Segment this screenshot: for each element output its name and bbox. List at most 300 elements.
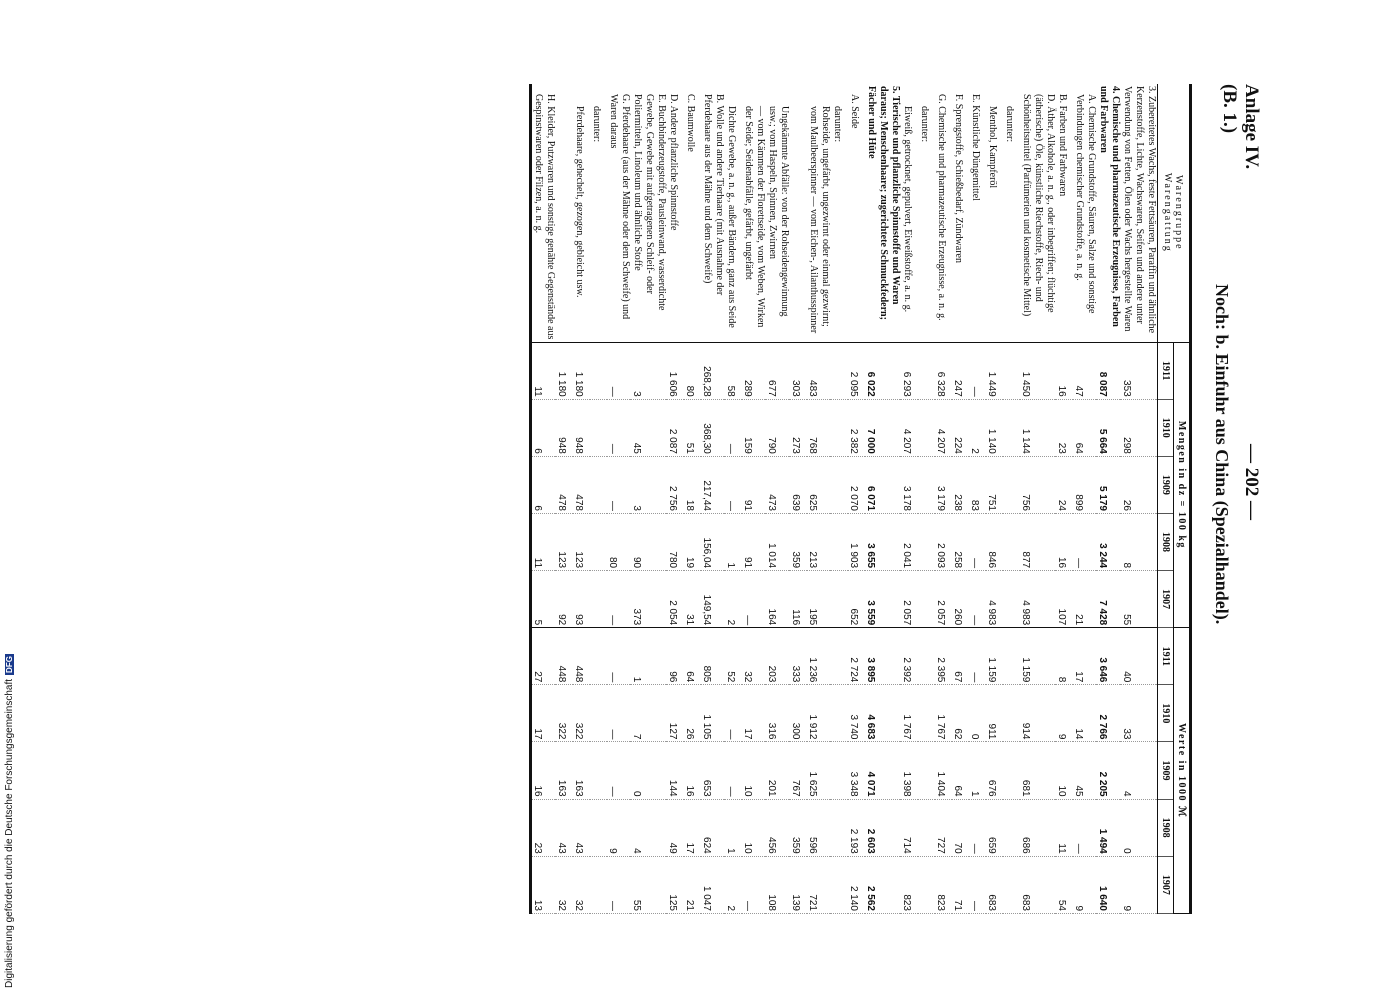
- page-title: Noch: b. Einfuhr aus China (Spezialhandel).: [1212, 284, 1232, 625]
- mengen-cell: [590, 399, 607, 456]
- anlage-title: Anlage IV.: [1241, 84, 1262, 170]
- werte-cell: 43: [556, 799, 573, 856]
- werte-cell: 9: [607, 799, 631, 856]
- mengen-cell: 1 014: [766, 513, 790, 570]
- werte-cell: 3 740: [848, 685, 865, 742]
- table-row: [848, 84, 865, 914]
- mengen-cell: [831, 456, 848, 513]
- werte-cell: 70: [952, 799, 969, 856]
- werte-cell: 676: [986, 742, 1003, 799]
- werte-cell: 4 683: [865, 685, 901, 742]
- werte-cell: [590, 685, 607, 742]
- werte-cell: 203: [766, 628, 790, 685]
- werte-cell: 683: [986, 856, 1003, 913]
- werte-cell: 163: [573, 742, 590, 799]
- mengen-cell: —: [607, 399, 631, 456]
- werte-cell: 1 640: [1097, 856, 1121, 913]
- mengen-cell: 6 328: [935, 342, 952, 399]
- mengen-cell: 1 140: [986, 399, 1003, 456]
- werte-cell: 911: [986, 685, 1003, 742]
- digitization-text: Digitalisierung gefördert durch die Deutsche Forschungsgemeinschaft: [4, 678, 15, 988]
- mengen-cell: 4 983: [1020, 571, 1056, 628]
- row-label: Ungekämmte Abfälle: von der Rohseidengewinnung usw.; vom Haspeln, Spinnen, Zwirnen: [766, 84, 790, 342]
- table-row: [531, 84, 557, 914]
- mengen-cell: —: [607, 342, 631, 399]
- mengen-cell: 123: [573, 513, 590, 570]
- digitization-note: [4, 608, 15, 988]
- mengen-cell: 80: [607, 513, 631, 570]
- mengen-cell: 1 180: [573, 342, 590, 399]
- werte-cell: 823: [935, 856, 952, 913]
- werte-cell: 1 105: [701, 685, 725, 742]
- table-row: [1121, 84, 1158, 914]
- werte-cell: 448: [573, 628, 590, 685]
- mengen-cell: 83: [969, 456, 986, 513]
- row-label: E. Künstliche Düngemittel: [969, 84, 986, 342]
- werte-cell: 4: [1121, 742, 1158, 799]
- werte-cell: 333: [790, 628, 807, 685]
- werte-cell: 1 494: [1097, 799, 1121, 856]
- werte-cell: 596: [807, 799, 831, 856]
- werte-year-1911: 1911: [1158, 628, 1174, 685]
- row-label: 4. Chemische und pharmazeutische Erzeugnisse, Farben und Farbwaren: [1097, 84, 1121, 342]
- werte-cell: 17: [1073, 628, 1097, 685]
- digitization-sidebar: [4, 608, 20, 988]
- werte-cell: 681: [1020, 742, 1056, 799]
- werte-cell: 40: [1121, 628, 1158, 685]
- mengen-cell: 90: [631, 513, 667, 570]
- werte-cell: 0: [631, 742, 667, 799]
- row-label: — vom Kämmen der Florettseide, vom Weben, Wirken der Seide; Seidenabfälle, gefärbt, ungefärbt: [742, 84, 766, 342]
- werte-cell: [590, 856, 607, 913]
- mengen-cell: 948: [556, 399, 573, 456]
- werte-cell: 71: [952, 856, 969, 913]
- mengen-cell: 1 449: [986, 342, 1003, 399]
- mengen-cell: 16: [1056, 342, 1073, 399]
- mengen-cell: 5 664: [1097, 399, 1121, 456]
- werte-cell: [918, 799, 935, 856]
- mengen-cell: 45: [631, 399, 667, 456]
- mengen-cell: [590, 456, 607, 513]
- mengen-cell: 2 087: [667, 399, 684, 456]
- mengen-cell: 948: [573, 399, 590, 456]
- werte-cell: [831, 685, 848, 742]
- werte-year-1910: 1910: [1158, 685, 1174, 742]
- werte-cell: —: [607, 685, 631, 742]
- mengen-cell: 91: [742, 513, 766, 570]
- werte-cell: 45: [1073, 742, 1097, 799]
- mengen-cell: 2 057: [901, 571, 918, 628]
- mengen-cell: 2 070: [848, 456, 865, 513]
- mengen-cell: [831, 513, 848, 570]
- mengen-cell: [831, 342, 848, 399]
- mengen-cell: 23: [1056, 399, 1073, 456]
- table-body: [531, 84, 1158, 914]
- mengen-cell: 260: [952, 571, 969, 628]
- mengen-cell: 751: [986, 456, 1003, 513]
- werte-cell: 2: [725, 856, 742, 913]
- werte-cell: 727: [935, 799, 952, 856]
- warengruppe-label: Warengruppe: [1173, 174, 1185, 251]
- row-label: B. Farben und Farbwaren: [1056, 84, 1073, 342]
- mengen-cell: 677: [766, 342, 790, 399]
- mengen-cell: 639: [790, 456, 807, 513]
- anlage-label: [1218, 84, 1262, 169]
- werte-cell: 767: [790, 742, 807, 799]
- werte-cell: [590, 799, 607, 856]
- mengen-cell: 4 983: [986, 571, 1003, 628]
- werte-cell: 2 395: [935, 628, 952, 685]
- werte-cell: 686: [1020, 799, 1056, 856]
- mengen-cell: 7 428: [1097, 571, 1121, 628]
- mengen-cell: 26: [1121, 456, 1158, 513]
- mengen-cell: 224: [952, 399, 969, 456]
- werte-cell: 300: [790, 685, 807, 742]
- mengen-cell: 790: [766, 399, 790, 456]
- mengen-cell: 473: [766, 456, 790, 513]
- werte-cell: 67: [952, 628, 969, 685]
- mengen-cell: [918, 456, 935, 513]
- mengen-cell: 3 559: [865, 571, 901, 628]
- mengen-cell: 625: [807, 456, 831, 513]
- mengen-cell: 258: [952, 513, 969, 570]
- werte-cell: —: [1073, 799, 1097, 856]
- row-label: C. Baumwolle: [684, 84, 701, 342]
- mengen-year-1908: 1908: [1158, 513, 1174, 570]
- table-row: [742, 84, 766, 914]
- werte-cell: 108: [766, 856, 790, 913]
- mengen-year-1911: 1911: [1158, 342, 1174, 399]
- mengen-cell: 6 022: [865, 342, 901, 399]
- mengen-cell: 3 178: [901, 456, 918, 513]
- werte-cell: 9: [1073, 856, 1097, 913]
- mengen-cell: 2 756: [667, 456, 684, 513]
- table-row: [1020, 84, 1056, 914]
- werte-cell: 23: [531, 799, 557, 856]
- mengen-cell: 4 207: [901, 399, 918, 456]
- mengen-cell: 80: [684, 342, 701, 399]
- werte-cell: 16: [684, 742, 701, 799]
- mengen-cell: [1003, 571, 1020, 628]
- werte-cell: 659: [986, 799, 1003, 856]
- mengen-cell: 2 054: [667, 571, 684, 628]
- werte-cell: 1 625: [807, 742, 831, 799]
- table-row: [901, 84, 918, 914]
- mengen-cell: 2: [969, 399, 986, 456]
- werte-cell: 64: [684, 628, 701, 685]
- werte-cell: 32: [742, 628, 766, 685]
- row-label: darunter:: [918, 84, 935, 342]
- werte-cell: 127: [667, 685, 684, 742]
- mengen-cell: —: [742, 571, 766, 628]
- werte-cell: 914: [1020, 685, 1056, 742]
- werte-cell: 683: [1020, 856, 1056, 913]
- werte-cell: 1: [969, 742, 986, 799]
- mengen-cell: [918, 571, 935, 628]
- row-label: darunter:: [590, 84, 607, 342]
- anlage-subtitle: (B. 1.): [1219, 84, 1240, 134]
- mengen-cell: 268,28: [701, 342, 725, 399]
- werte-cell: 10: [742, 799, 766, 856]
- table-row: [969, 84, 986, 914]
- row-label: Pferdehaare, gehechelt, gezogen, gebleicht usw.: [573, 84, 590, 342]
- werte-cell: [1003, 628, 1020, 685]
- row-label: G. Chemische und pharmazeutische Erzeugnisse, a. n. g.: [935, 84, 952, 342]
- mengen-cell: —: [969, 342, 986, 399]
- werte-cell: 17: [531, 685, 557, 742]
- row-label: Menthol, Kampferöl: [986, 84, 1003, 342]
- werte-cell: 52: [725, 628, 742, 685]
- werte-cell: 16: [531, 742, 557, 799]
- werte-cell: 2 766: [1097, 685, 1121, 742]
- werte-cell: 2 140: [848, 856, 865, 913]
- row-label: D. Äther, Alkohole, a. n. g., oder inbegriffen; flüchtige (ätherische) Öle, künstliche Riechstoffe, Riech- und Schönheitsmittel (Parfümerien und kosmetische Mittel): [1020, 84, 1056, 342]
- werte-cell: 96: [667, 628, 684, 685]
- werte-cell: 21: [684, 856, 701, 913]
- mengen-cell: 899: [1073, 456, 1097, 513]
- row-label: D. Andere pflanzliche Spinnstoffe: [667, 84, 684, 342]
- row-label: Dichte Gewebe, a. n. g., außer Bändern, ganz aus Seide: [725, 84, 742, 342]
- werte-cell: 49: [667, 799, 684, 856]
- mengen-cell: 5 179: [1097, 456, 1121, 513]
- mengen-cell: 92: [556, 571, 573, 628]
- mengen-cell: 149,54: [701, 571, 725, 628]
- werte-cell: 9: [1121, 856, 1158, 913]
- row-label: H. Kleider, Putzwaren und sonstige genähte Gegenstände aus Gespinstwaren oder Filzen, a. n. g.: [531, 84, 557, 342]
- mengen-cell: 478: [573, 456, 590, 513]
- mengen-year-1907: 1907: [1158, 571, 1174, 628]
- werte-cell: 2 205: [1097, 742, 1121, 799]
- row-label: A. Seide: [848, 84, 865, 342]
- werte-cell: 456: [766, 799, 790, 856]
- mengen-cell: 21: [1073, 571, 1097, 628]
- table-row: [667, 84, 684, 914]
- werte-cell: 4: [631, 799, 667, 856]
- mengen-cell: [1003, 342, 1020, 399]
- mengen-cell: 2 041: [901, 513, 918, 570]
- mengen-cell: 116: [790, 571, 807, 628]
- mengen-cell: 483: [807, 342, 831, 399]
- werte-cell: 8: [1056, 628, 1073, 685]
- werte-cell: [590, 742, 607, 799]
- table-row: [573, 84, 590, 914]
- row-label: darunter:: [1003, 84, 1020, 342]
- werte-cell: 32: [573, 856, 590, 913]
- mengen-cell: 18: [684, 456, 701, 513]
- mengen-cell: 11: [531, 342, 557, 399]
- werte-cell: 10: [742, 742, 766, 799]
- mengen-cell: [590, 342, 607, 399]
- werte-year-1908: 1908: [1158, 799, 1174, 856]
- werte-cell: 1 912: [807, 685, 831, 742]
- row-label: F. Sprengstoffe, Schießbedarf, Zündwaren: [952, 84, 969, 342]
- werte-cell: 3 646: [1097, 628, 1121, 685]
- werte-cell: 144: [667, 742, 684, 799]
- mengen-cell: 2 382: [848, 399, 865, 456]
- table-row: [1097, 84, 1121, 914]
- mengen-cell: 24: [1056, 456, 1073, 513]
- mengen-cell: —: [969, 513, 986, 570]
- werte-cell: [918, 742, 935, 799]
- werte-cell: 139: [790, 856, 807, 913]
- mengen-cell: 3: [631, 342, 667, 399]
- table-header-row: [1174, 84, 1191, 914]
- werte-cell: 55: [631, 856, 667, 913]
- table-row: [831, 84, 848, 914]
- werte-cell: 1 236: [807, 628, 831, 685]
- mengen-cell: 123: [556, 513, 573, 570]
- werte-cell: [831, 742, 848, 799]
- table-row: [1073, 84, 1097, 914]
- werte-cell: 2 193: [848, 799, 865, 856]
- trade-table: [529, 84, 1192, 914]
- mengen-cell: —: [1073, 513, 1097, 570]
- mengen-cell: 478: [556, 456, 573, 513]
- row-label: G. Pferdehaare (aus der Mähne oder dem Schweife) und Waren daraus: [607, 84, 631, 342]
- mengen-cell: 16: [1056, 513, 1073, 570]
- table-row: [807, 84, 831, 914]
- werte-year-1907: 1907: [1158, 856, 1174, 913]
- mengen-cell: 156,04: [701, 513, 725, 570]
- mengen-cell: [918, 342, 935, 399]
- row-label: [556, 84, 573, 342]
- mengen-cell: [831, 571, 848, 628]
- werte-cell: —: [607, 742, 631, 799]
- table-row: [1003, 84, 1020, 914]
- werte-cell: [918, 856, 935, 913]
- mengen-cell: [831, 399, 848, 456]
- mengen-cell: 47: [1073, 342, 1097, 399]
- mengen-cell: 3 244: [1097, 513, 1121, 570]
- row-label: E. Buchbinderzeugstoffe, Pausleinwand, wasserdichte Gewebe, Gewebe mit aufgetragenen Schleif- oder Poliermitteln, Linoleum und ähnliche Stoffe: [631, 84, 667, 342]
- mengen-cell: 2: [725, 571, 742, 628]
- werte-cell: 1: [725, 799, 742, 856]
- werte-cell: 17: [742, 685, 766, 742]
- werte-cell: 805: [701, 628, 725, 685]
- mengen-cell: 1 903: [848, 513, 865, 570]
- mengen-cell: 11: [531, 513, 557, 570]
- mengen-cell: 2 095: [848, 342, 865, 399]
- werte-cell: 653: [701, 742, 725, 799]
- werte-cell: [1003, 799, 1020, 856]
- werte-cell: 14: [1073, 685, 1097, 742]
- warengruppe-header: [1158, 84, 1191, 342]
- werte-cell: 64: [952, 742, 969, 799]
- werte-cell: 32: [556, 856, 573, 913]
- table-row: [986, 84, 1003, 914]
- mengen-cell: 877: [1020, 513, 1056, 570]
- werte-cell: 7: [631, 685, 667, 742]
- mengen-cell: 1 144: [1020, 399, 1056, 456]
- mengen-cell: 3 655: [865, 513, 901, 570]
- mengen-cell: 64: [1073, 399, 1097, 456]
- mengen-cell: [1003, 399, 1020, 456]
- werte-cell: [1003, 856, 1020, 913]
- werte-cell: 359: [790, 799, 807, 856]
- werte-cell: 0: [969, 685, 986, 742]
- row-label: B. Wolle und andere Tierhaare (mit Ausnahme der Pferdehaare aus der Mähne und dem Schweife): [701, 84, 725, 342]
- mengen-cell: 8 087: [1097, 342, 1121, 399]
- werte-cell: 1 159: [986, 628, 1003, 685]
- dfg-logo: DFG: [5, 656, 14, 673]
- mengen-cell: 6: [531, 399, 557, 456]
- mengen-cell: [918, 399, 935, 456]
- werte-cell: 17: [684, 799, 701, 856]
- table-row: [865, 84, 901, 914]
- mengen-cell: 7 000: [865, 399, 901, 456]
- row-label: darunter:: [831, 84, 848, 342]
- werte-cell: 1 404: [935, 742, 952, 799]
- table-row: [935, 84, 952, 914]
- warengattung-label: Warengattung: [1162, 172, 1174, 253]
- werte-cell: [918, 685, 935, 742]
- mengen-cell: [590, 513, 607, 570]
- mengen-cell: —: [725, 399, 742, 456]
- mengen-cell: 91: [742, 456, 766, 513]
- mengen-cell: 195: [807, 571, 831, 628]
- mengen-cell: 31: [684, 571, 701, 628]
- mengen-cell: 159: [742, 399, 766, 456]
- werte-cell: [1003, 685, 1020, 742]
- mengen-cell: 1 180: [556, 342, 573, 399]
- werte-cell: 201: [766, 742, 790, 799]
- table-row: [631, 84, 667, 914]
- werte-group-header: Werte in 1000 ℳ: [1174, 628, 1191, 914]
- werte-cell: 823: [901, 856, 918, 913]
- werte-cell: —: [969, 799, 986, 856]
- mengen-cell: 1 450: [1020, 342, 1056, 399]
- mengen-cell: [590, 571, 607, 628]
- mengen-cell: 1: [725, 513, 742, 570]
- mengen-cell: 6 071: [865, 456, 901, 513]
- werte-cell: —: [969, 856, 986, 913]
- mengen-cell: 213: [807, 513, 831, 570]
- werte-cell: [590, 628, 607, 685]
- row-label: 3. Zubereitetes Wachs, feste Fettsäuren, Paraffin und ähnliche Kerzenstoffe, Lichte, Wachswaren, Seifen und andere unter Verwendung von Fetten, Ölen oder Wachs hergestellte Waren: [1121, 84, 1158, 342]
- mengen-cell: —: [725, 456, 742, 513]
- werte-cell: 54: [1056, 856, 1073, 913]
- werte-year-1909: 1909: [1158, 742, 1174, 799]
- werte-cell: 1 398: [901, 742, 918, 799]
- row-label: 5. Tierische und pflanzliche Spinnstoffe und Waren daraus; Menschenhaare; zugerichtete Schmuckfedern; Fächer und Hüte: [865, 84, 901, 342]
- mengen-cell: 164: [766, 571, 790, 628]
- mengen-cell: —: [607, 456, 631, 513]
- werte-cell: [831, 856, 848, 913]
- werte-cell: —: [607, 856, 631, 913]
- mengen-cell: 51: [684, 399, 701, 456]
- werte-cell: 1 767: [901, 685, 918, 742]
- row-label: Eiweiß, getrocknet, gepulvert, Eiweißstoffe, a. n. g.: [901, 84, 918, 342]
- werte-cell: [831, 628, 848, 685]
- row-label: A. Chemische Grundstoffe, Säuren, Salze und sonstige Verbindungen chemischer Grundstoffe, a. n. g.: [1073, 84, 1097, 342]
- table-row: [766, 84, 790, 914]
- werte-cell: 125: [667, 856, 684, 913]
- mengen-cell: 5: [531, 571, 557, 628]
- werte-cell: 624: [701, 799, 725, 856]
- werte-cell: 316: [766, 685, 790, 742]
- mengen-cell: 4 207: [935, 399, 952, 456]
- werte-cell: —: [725, 685, 742, 742]
- table-row: [1056, 84, 1073, 914]
- mengen-cell: 353: [1121, 342, 1158, 399]
- table-row: [725, 84, 742, 914]
- mengen-cell: [1003, 513, 1020, 570]
- table-row: [701, 84, 725, 914]
- mengen-cell: 2 093: [935, 513, 952, 570]
- mengen-cell: 303: [790, 342, 807, 399]
- table-row: [684, 84, 701, 914]
- mengen-cell: 55: [1121, 571, 1158, 628]
